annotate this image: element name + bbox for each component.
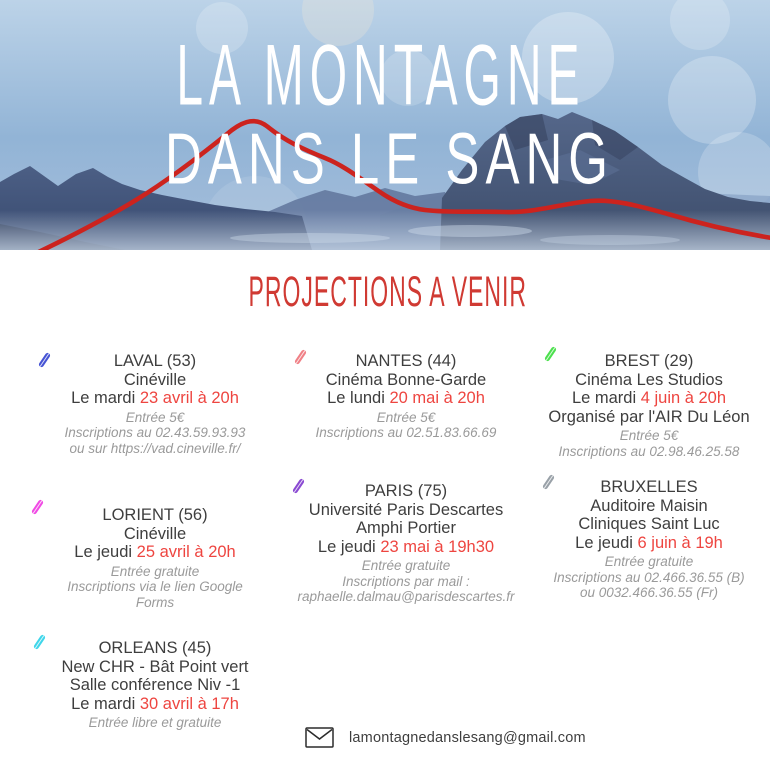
event-venue: Université Paris Descartes <box>308 500 504 519</box>
event-date-prefix: Le jeudi <box>575 533 638 552</box>
event-date: 20 mai à 20h <box>389 389 485 407</box>
event-room: Salle conférence Niv -1 <box>69 676 241 694</box>
event-room: Amphi Portier <box>356 519 456 537</box>
event-date: 30 avril à 17h <box>139 694 239 713</box>
event-venue: Cinéma Les Studios <box>575 370 723 389</box>
event-date-prefix: Le mardi <box>71 694 140 713</box>
event-date-prefix: Le jeudi <box>317 537 381 556</box>
poster-title-line1: LA MONTAGNE <box>176 28 586 125</box>
event-laval <box>30 352 280 456</box>
event-date-line <box>282 538 530 557</box>
event-date: 23 mai à 19h30 <box>380 537 495 556</box>
section-heading: PROJECTIONS A VENIR <box>248 267 528 316</box>
event-price: Entrée gratuite <box>604 554 694 569</box>
event-price: Entrée libre et gratuite <box>88 715 222 730</box>
event-registration: Inscriptions au 02.466.36.55 (B) <box>553 569 745 585</box>
event-registration: Forms <box>135 594 175 610</box>
event-price: Entrée 5€ <box>619 428 679 443</box>
event-registration: Inscriptions au 02.51.83.66.69 <box>315 425 497 440</box>
event-venue: Cinéma Bonne-Garde <box>325 370 487 389</box>
contact-row <box>305 727 586 748</box>
event-registration: Inscriptions via le lien Google <box>67 579 243 594</box>
event-date-prefix: Le mardi <box>571 389 641 407</box>
event-registration-link[interactable]: ou sur https://vad.cineville.fr/ <box>69 440 241 456</box>
event-city: NANTES (44) <box>355 352 457 370</box>
event-price: Entrée 5€ <box>125 409 185 425</box>
event-venue: Cinéville <box>123 524 187 543</box>
event-date: 6 juin à 19h <box>637 533 723 552</box>
poster-title-line2: DANS LE SANG <box>165 118 614 200</box>
event-registration: Inscriptions au 02.43.59.93.93 <box>64 425 246 440</box>
event-city: ORLEANS (45) <box>98 639 212 657</box>
event-registration-email[interactable]: raphaelle.dalmau@parisdescartes.fr <box>297 589 515 604</box>
event-city: BREST (29) <box>604 352 694 370</box>
event-bruxelles <box>528 478 770 601</box>
event-date-line <box>282 389 530 408</box>
event-date-line <box>30 543 280 562</box>
event-price: Entrée 5€ <box>376 409 436 425</box>
event-brest <box>528 352 770 459</box>
event-registration: Inscriptions au 02.98.46.25.58 <box>558 443 740 459</box>
event-city: BRUXELLES <box>600 478 698 496</box>
event-lorient <box>30 506 280 610</box>
event-date-prefix: Le mardi <box>71 389 140 407</box>
envelope-icon <box>305 727 334 748</box>
event-date-prefix: Le jeudi <box>74 543 137 561</box>
event-city: PARIS (75) <box>364 482 448 500</box>
event-room: Cliniques Saint Luc <box>578 515 720 533</box>
event-nantes <box>282 352 530 441</box>
event-date-line <box>30 695 280 714</box>
event-paris <box>282 482 530 605</box>
event-venue: Cinéville <box>123 370 187 389</box>
event-registration: ou 0032.466.36.55 (Fr) <box>579 585 719 600</box>
event-date: 4 juin à 20h <box>640 389 727 407</box>
event-date: 23 avril à 20h <box>139 389 239 407</box>
event-date: 25 avril à 20h <box>136 543 236 561</box>
event-organizer: Organisé par l'AIR Du Léon <box>548 407 750 426</box>
event-city: LORIENT (56) <box>102 506 208 524</box>
event-orleans <box>30 639 280 731</box>
event-date-line <box>528 534 770 553</box>
contact-email[interactable]: lamontagnedanslesang@gmail.com <box>349 729 586 746</box>
event-venue: Auditoire Maisin <box>590 496 708 515</box>
event-date-line <box>30 389 280 408</box>
event-date-prefix: Le lundi <box>327 389 390 407</box>
event-date-line <box>528 389 770 408</box>
event-city: LAVAL (53) <box>113 352 197 370</box>
event-venue: New CHR - Bât Point vert <box>61 657 249 676</box>
event-price: Entrée gratuite <box>361 558 451 573</box>
event-price: Entrée gratuite <box>110 563 200 579</box>
event-registration: Inscriptions par mail : <box>342 573 470 589</box>
